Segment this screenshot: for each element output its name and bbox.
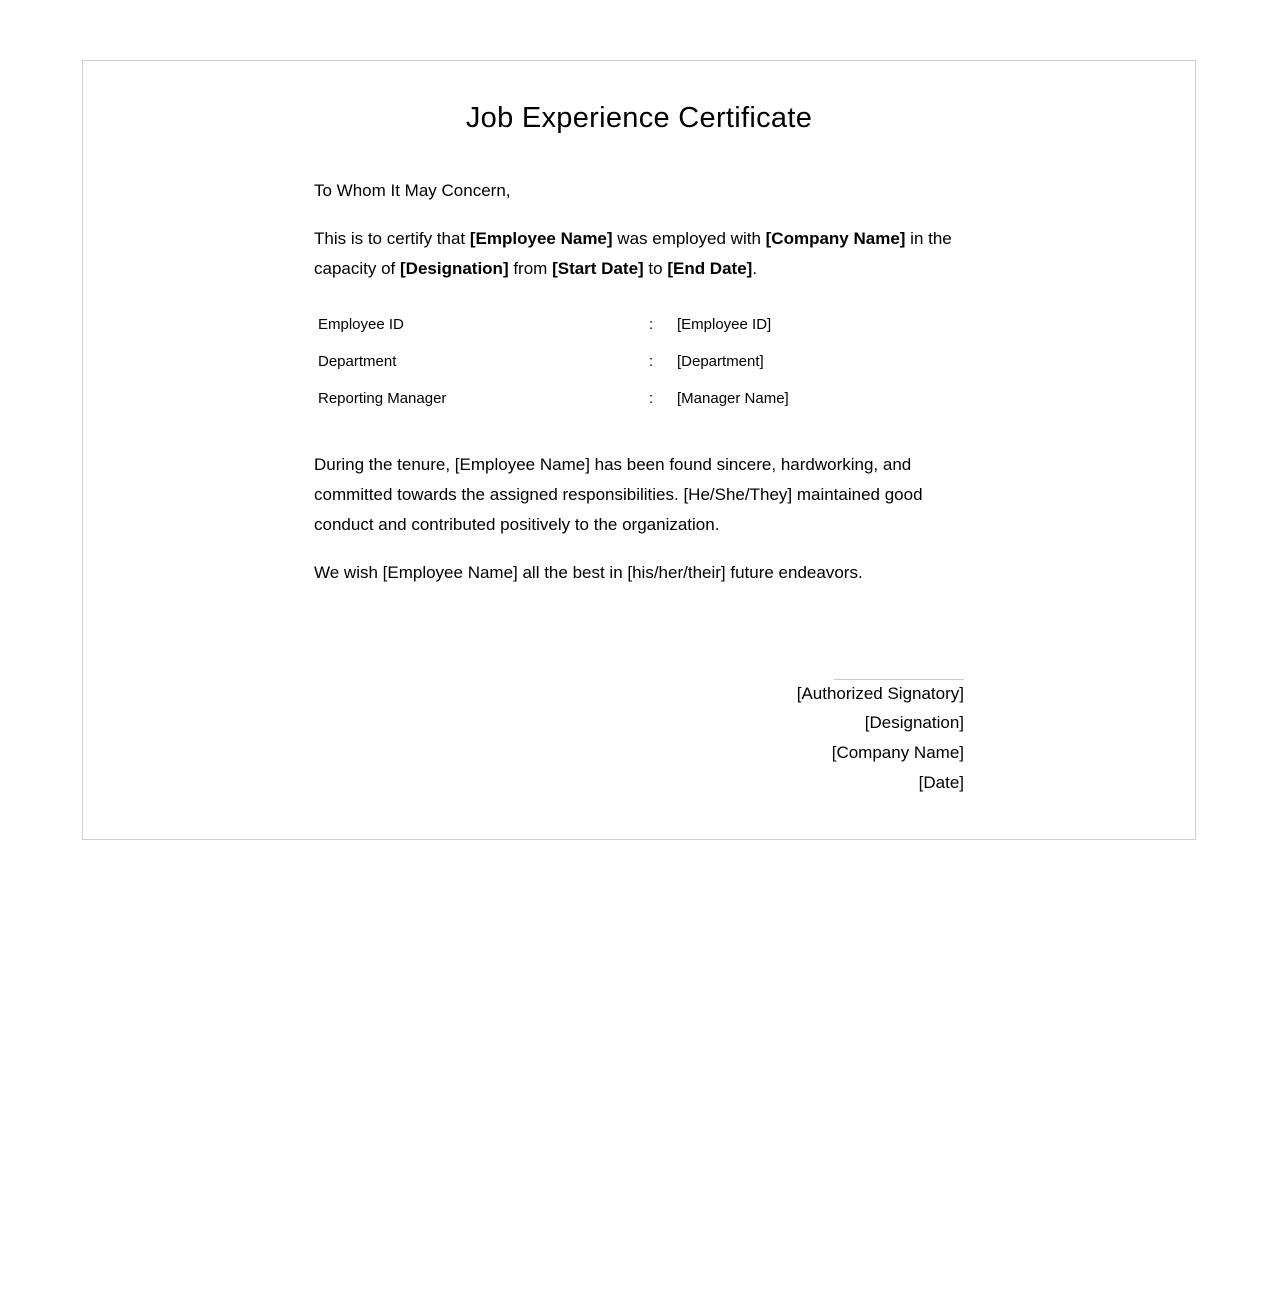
- certificate-title: Job Experience Certificate: [465, 102, 813, 134]
- detail-label: Department: [318, 353, 397, 370]
- employee-name: [Employee Name]: [469, 229, 613, 248]
- signatory-designation: [Designation]: [864, 713, 964, 732]
- detail-row-manager: [318, 390, 918, 410]
- signatory-company: [Company Name]: [831, 743, 964, 762]
- signature-line: [834, 679, 964, 680]
- detail-value: [Employee ID]: [677, 316, 772, 333]
- detail-value: [Manager Name]: [677, 390, 789, 407]
- end-date: [End Date]: [667, 259, 753, 278]
- start-date: [Start Date]: [552, 259, 644, 278]
- text: This is to certify that: [314, 229, 470, 248]
- detail-separator: :: [649, 316, 654, 333]
- text: from: [508, 259, 553, 278]
- text: in the capacity of: [314, 229, 952, 278]
- text: was employed with: [612, 229, 766, 248]
- signature-date: [Date]: [918, 773, 964, 792]
- salutation: To Whom It May Concern,: [314, 181, 511, 200]
- detail-label: Employee ID: [318, 316, 404, 333]
- detail-label: Reporting Manager: [318, 390, 447, 407]
- detail-value: [Department]: [677, 353, 764, 370]
- company-name: [Company Name]: [765, 229, 906, 248]
- detail-separator: :: [649, 390, 654, 407]
- detail-row-employee-id: [318, 316, 918, 336]
- text: .: [752, 259, 758, 278]
- certify-paragraph: [314, 224, 954, 284]
- wish-paragraph: We wish [Employee Name] all the best in [his/her/their] future endeavors.: [314, 563, 863, 582]
- designation: [Designation]: [400, 259, 509, 278]
- detail-separator: :: [649, 353, 654, 370]
- text: to: [643, 259, 668, 278]
- detail-row-department: [318, 353, 918, 373]
- tenure-paragraph: During the tenure, [Employee Name] has been found sincere, hardworking, and committed towards the assigned responsibilities. [He/She/They] maintained good conduct and contributed positively to the organization.: [314, 455, 923, 534]
- signatory: [Authorized Signatory]: [796, 684, 964, 703]
